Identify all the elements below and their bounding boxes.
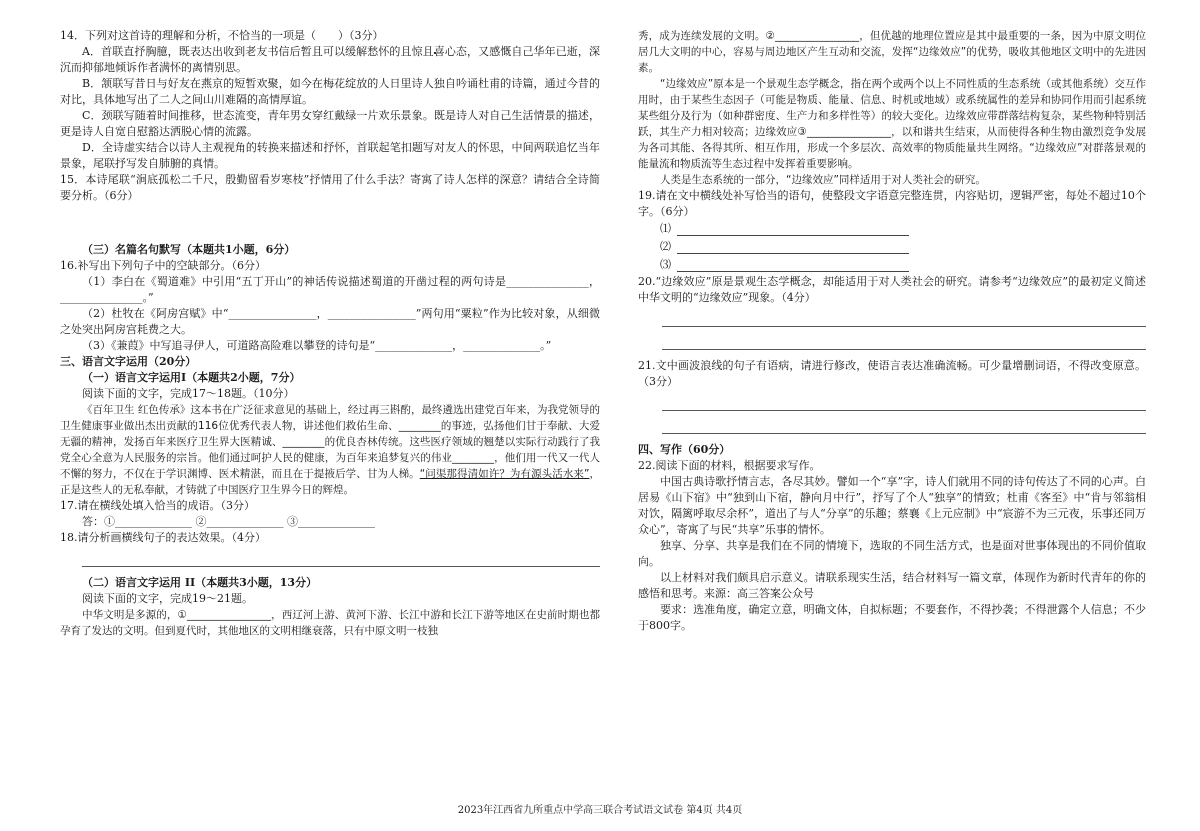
passage-2-start: 中华文明是多源的，①________________，西辽河上游、黄河下游、长江中游和长江下游等地区在史前时期也都孕育了发达的文明。但到夏代时，其他地区的文明相继衰落，只有中原文明一枝独 (60, 609, 600, 637)
answer-line-18 (82, 552, 600, 567)
option-14c: C．颈联写随着时间推移，世态流变，青年男女穿红戴绿一片欢乐景象。既是诗人对自己生活情景的描述，更是诗人自宽自慰豁达洒脱心情的流露。 (60, 109, 600, 138)
question-21: 21.文中画波浪线的句子有语病，请进行修改，使语言表达准确流畅。可少量增删词语，不得改变原意。（3分） (638, 359, 1146, 388)
blank-label-3: ⑶ (660, 258, 671, 271)
question-20: 20.“边缘效应”原是景观生态学概念，却能适用于对人类社会的研究。请参考“边缘效应”的最初定义简述中华文明的“边缘效应”现象。（4分） (638, 275, 1146, 304)
page-footer: 2023年江西省九所重点中学高三联合考试语文试卷 第4页 共4页 (457, 805, 743, 816)
question-17-answer: 答：①______________ ②______________ ③______________ (82, 515, 375, 528)
answer-line-20b (662, 335, 1146, 350)
reading-instruction-1: 阅读下面的文字，完成17～18题。（10分） (82, 387, 295, 400)
question-16-2: （2）杜牧在《阿房宫赋》中“________________，________________”两句用“粟粒”作为比较对象，从细微之处突出阿房宫耗费之大。 (60, 307, 600, 336)
question-22: 22.阅读下面的材料，根据要求写作。 (638, 459, 821, 472)
answer-line-21a (662, 396, 1146, 411)
question-16-3: （3）《兼葭》中写追寻伊人，可道路高险难以攀登的诗句是“______________，______________。” (82, 339, 552, 352)
subsection-language-1: （一）语言文字运用Ⅰ（本题共2小题，7分） (82, 371, 301, 384)
question-17: 17.请在横线处填入恰当的成语。（3分） (60, 499, 255, 512)
passage-1-end: ，正是这些人的无私奉献，才铸就了中国医疗卫生界今日的辉煌。 (60, 468, 601, 496)
option-14b: B．颔联写昔日与好友在燕京的短暂欢聚，如今在梅花绽放的人日里诗人独自吟诵杜甫的诗篇，通过今昔的对比，具体地写出了二人之间山川难隔的高情厚谊。 (60, 77, 600, 106)
blank-underline-3 (677, 259, 909, 272)
passage-2-conclusion: 人类是生态系统的一部分，“边缘效应”同样适用于对人类社会的研究。 (660, 174, 986, 186)
part-3-heading: 三、语言文字运用（20分） (60, 355, 197, 368)
essay-material-1: 中国古典诗歌抒情言志，各尽其妙。譬如一个“享”字，诗人们就用不同的诗句传达了不同的心声。白居易《山下宿》中“独到山下宿，静向月中行”，抒写了个人“独享”的情致；杜甫《客至》中“肯与邻翁相对饮，隔篱呼取尽余杯”，道出了与人“分享”的乐趣；蔡襄《上元应制》中“宸游不为三元夜，乐事还同万众心”，寄寓了与民“共享”乐事的情怀。 (638, 475, 1146, 536)
blank-label-2: ⑵ (660, 240, 671, 253)
blank-label-1: ⑴ (660, 222, 671, 235)
question-19: 19.请在文中横线处补写恰当的语句，使整段文字语意完整连贯，内容贴切，逻辑严密，每处不超过10个字。（6分） (638, 189, 1146, 218)
passage-1-main: 《百年卫生 红色传承》这本书在广泛征求意见的基础上，经过再三斟酌，最终遴选出建党百年来，为我党领导的卫生健康事业做出杰出贡献的116位优秀代表人物，讲述他们救佑生命、________的事迹，弘扬他们甘于奉献、大爱无疆的精神，发扬百年来医疗卫生界大医精诚、________的优良杏林传统。这些医疗领域的翘楚以实际行动践行了我党全心全意为人民服务的宗旨。他们通过呵护人民的健康，为百年来追梦复兴的伟业________，他们用一代又一代人不懈的努力，不仅在于学识渊博、医术精湛，而且在于提掖后学、甘为人梯。 (60, 404, 600, 480)
blank-underline-1 (677, 223, 909, 236)
reading-instruction-2: 阅读下面的文字，完成19～21题。 (82, 592, 253, 605)
answer-line-21b (662, 419, 1146, 434)
passage-1 (60, 402, 600, 498)
question-16-1: （1）李白在《蜀道难》中引用“五丁开山”的神话传说描述蜀道的开凿过程的两句诗是_______________，_______________。” (60, 275, 600, 304)
right-column (638, 28, 1146, 634)
option-14a: A．首联直抒胸臆，既表达出收到老友书信后暂且可以缓解愁怀的且惊且喜心态，又感慨自己华年已逝，深沉而抑郁地倾诉作者满怀的离情别思。 (60, 45, 600, 74)
answer-blank-2 (660, 238, 1146, 256)
passage-1-underlined: “问渠那得清如许？为有源头活水来” (419, 468, 590, 480)
left-column (60, 28, 600, 639)
question-16: 16.补写出下列句子中的空缺部分。（6分） (60, 259, 266, 272)
section-famous-quotes: （三）名篇名句默写（本题共1小题，6分） (82, 243, 296, 256)
answer-blank-1 (660, 220, 1146, 238)
question-18: 18.请分析画横线句子的表达效果。（4分） (60, 531, 266, 544)
part-4-heading: 四、写作（60分） (638, 443, 731, 456)
answer-blank-3 (660, 256, 1146, 274)
essay-material-2: 独享、分享、共享是我们在不同的情境下，选取的不同生活方式，也是面对世事体现出的不同价值取向。 (638, 539, 1146, 568)
essay-material-3: 以上材料对我们颇具启示意义。请联系现实生活，结合材料写一篇文章，体现作为新时代青年的你的感悟和思考。来源：高三答案公众号 (638, 571, 1146, 600)
subsection-language-2: （二）语言文字运用 II（本题共3小题，13分） (82, 576, 318, 589)
option-14d: D．全诗虚实结合以诗人主观视角的转换来描述和抒怀，首联起笔扣题写对友人的怀思，中间两联追忆当年景象，尾联抒写发自肺腑的真情。 (60, 141, 600, 170)
question-15: 15．本诗尾联“涧底孤松二千尺，殷勤留看岁寒枝”抒情用了什么手法？寄寓了诗人怎样的深意？请结合全诗简要分析。（6分） (60, 173, 600, 202)
essay-requirements: 要求：选准角度，确定立意，明确文体，自拟标题；不要套作，不得抄袭；不得泄露个人信息；不少于800字。 (638, 603, 1146, 632)
answer-line-20a (662, 312, 1146, 327)
question-14: 14．下列对这首诗的理解和分析，不恰当的一项是（ ）（3分） (60, 29, 384, 42)
passage-2-edge-effect: “边缘效应”原本是一个景观生态学概念，指在两个或两个以上不同性质的生态系统（或其他系统）交互作用时，由于某些生态因子（可能是物质、能量、信息、时机或地域）或系统属性的差异和协同作用而引起系统某些组分及行为（如种群密度、生产力和多样性等）的较大变化。边缘效应带群落结构复杂，某些物种特别活跃，其生产力相对较高；边缘效应③________________，以和谐共生结束，从而使得各种生物由激烈竞争发展为各司其能、各得其所、相互作用，形成一个多层次、高效率的物质能量共生网络。“边缘效应”对群落景观的能量流和物质流等生态过程中发挥着重要影响。 (638, 78, 1146, 170)
passage-2-continued: 秀，成为连续发展的文明。②________________，但优越的地理位置应是其中最重要的一条，因为中原文明位居几大文明的中心，容易与周边地区产生互动和交流，发挥“边缘效应”的优势，吸收其他地区文明中的先进因素。 (638, 30, 1146, 74)
blank-underline-2 (677, 241, 909, 254)
